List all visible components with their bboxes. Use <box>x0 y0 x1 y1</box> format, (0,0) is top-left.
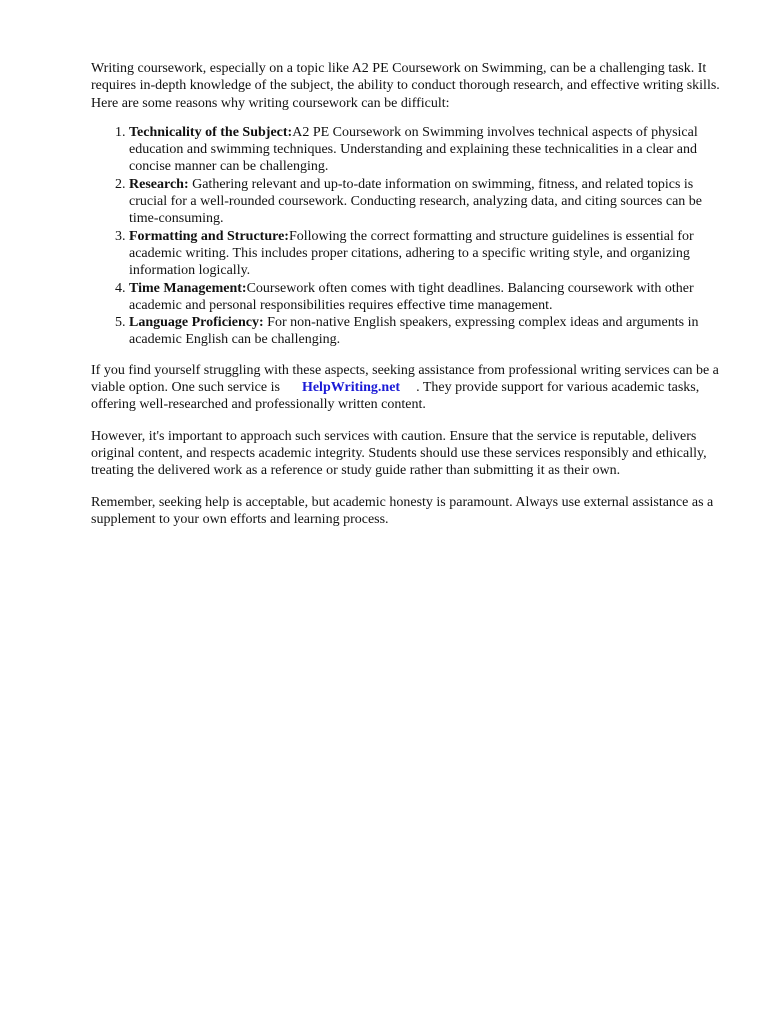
reason-term: Technicality of the Subject: <box>129 124 293 140</box>
reason-text: Coursework often comes with tight deadlines. Balancing coursework with other academic and personal responsibilities requires effective time management. <box>129 280 694 313</box>
reasons-list <box>91 124 731 349</box>
list-item <box>129 228 731 280</box>
list-item <box>129 280 731 315</box>
reason-text: For non-native English speakers, expressing complex ideas and arguments in academic English can be challenging. <box>129 315 699 348</box>
intro-paragraph: Writing coursework, especially on a topic like A2 PE Coursework on Swimming, can be a challenging task. It requires in-depth knowledge of the subject, the ability to conduct thorough research, and effective writing skills. Here are some reasons why writing coursework can be difficult: <box>91 61 720 111</box>
reason-term: Language Proficiency: <box>129 315 264 331</box>
service-text-after: . They provide support for various academic tasks, offering well-researched and professionally written content. <box>91 380 700 413</box>
list-item <box>129 176 731 228</box>
service-text-before: If you find yourself struggling with these aspects, seeking assistance from professional writing services can be a viable option. One such service is <box>91 362 719 396</box>
list-item <box>129 314 731 349</box>
closing-paragraph: Remember, seeking help is acceptable, but academic honesty is paramount. Always use external assistance as a supplement to your own efforts and learning process. <box>91 494 714 527</box>
reason-term: Time Management: <box>129 280 247 296</box>
caution-paragraph: However, it's important to approach such services with caution. Ensure that the service is reputable, delivers original content, and respects academic integrity. Students should use these services responsibly and ethically, treating the delivered work as a reference or study guide rather than submitting it as their own. <box>91 428 707 479</box>
service-paragraph <box>91 362 731 414</box>
reason-term: Formatting and Structure: <box>129 228 289 244</box>
helpwriting-link[interactable]: HelpWriting.net <box>301 380 401 396</box>
reason-term: Research: <box>129 176 189 192</box>
list-item <box>129 124 731 176</box>
reason-text: Gathering relevant and up-to-date information on swimming, fitness, and related topics is crucial for a well-rounded coursework. Conducting research, analyzing data, and citing sources can be time-consuming. <box>129 176 702 227</box>
reason-text: A2 PE Coursework on Swimming involves technical aspects of physical education and swimming techniques. Understanding and explaining these technicalities in a clear and concise manner can be challenging. <box>129 124 698 175</box>
document-page <box>91 60 731 542</box>
reason-text: Following the correct formatting and structure guidelines is essential for academic writing. This includes proper citations, adhering to a specific writing style, and organizing information logically. <box>129 228 694 279</box>
